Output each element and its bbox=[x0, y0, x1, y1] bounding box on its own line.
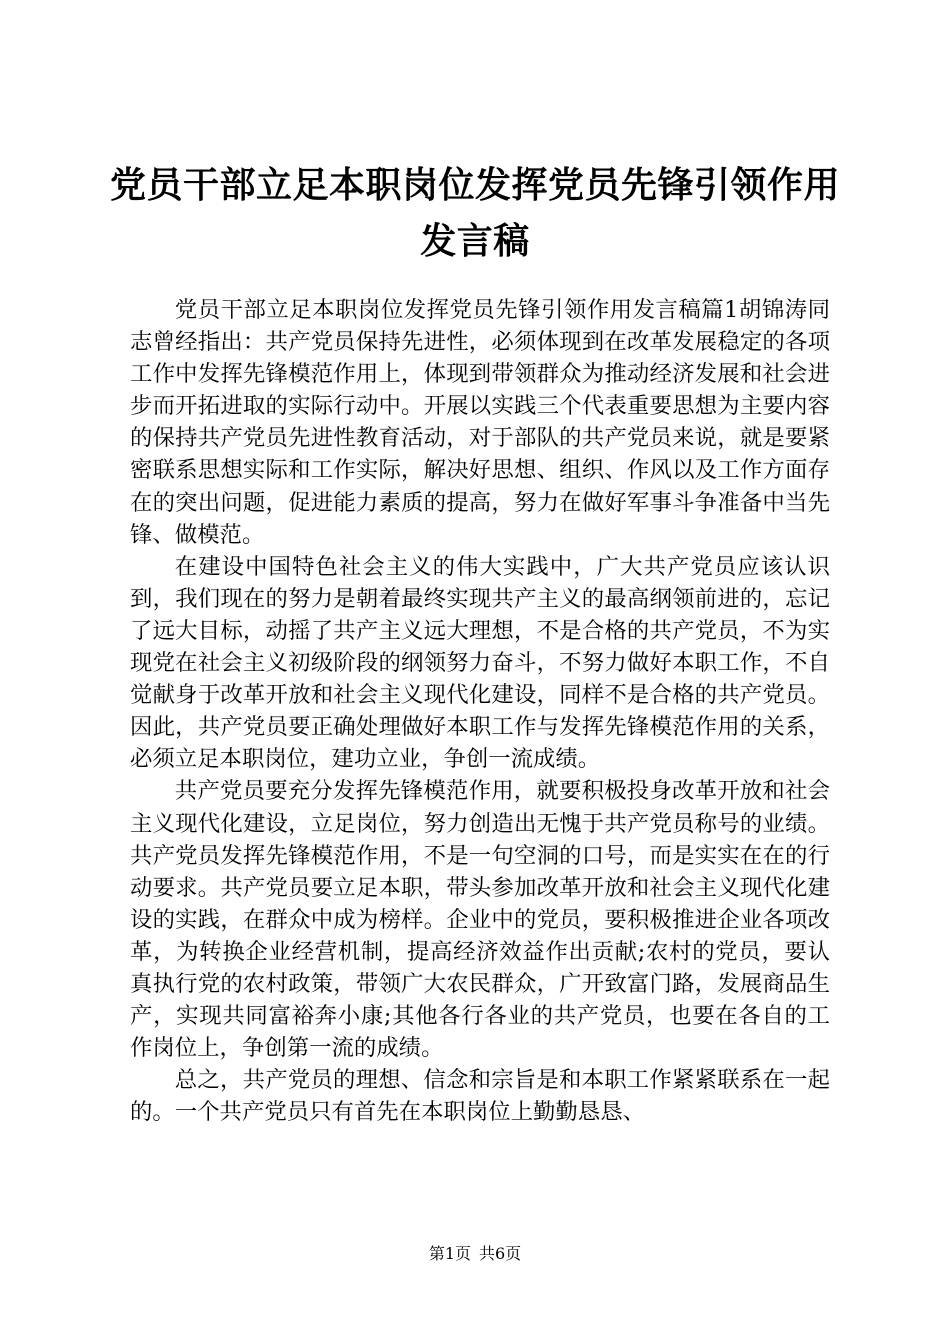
paragraph-3: 共产党员要充分发挥先锋模范作用，就要积极投身改革开放和社会主义现代化建设，立足岗位，努力创造出无愧于共产党员称号的业绩。共产党员发挥先锋模范作用，不是一句空洞的口号，而是实实在在的行动要求。共产党员要立足本职，带头参加改革开放和社会主义现代化建设的实践，在群众中成为榜样。企业中的党员，要积极推进企业各项改革，为转换企业经营机制，提高经济效益作出贡献;农村的党员，要认真执行党的农村政策，带领广大农民群众，广开致富门路，发展商品生产，实现共同富裕奔小康;其他各行各业的共产党员，也要在各自的工作岗位上，争创第一流的成绩。 bbox=[130, 778, 830, 1062]
document-body bbox=[130, 294, 830, 1128]
paragraph-4: 总之，共产党员的理想、信念和宗旨是和本职工作紧紧联系在一起的。一个共产党员只有首先在本职岗位上勤勤恳恳、 bbox=[130, 1067, 830, 1126]
paragraph-2: 在建设中国特色社会主义的伟大实践中，广大共产党员应该认识到，我们现在的努力是朝着最终实现共产主义的最高纲领前进的，忘记了远大目标，动摇了共产主义远大理想，不是合格的共产党员，不为实现党在社会主义初级阶段的纲领努力奋斗，不努力做好本职工作，不自觉献身于改革开放和社会主义现代化建设，同样不是合格的共产党员。因此，共产党员要正确处理做好本职工作与发挥先锋模范作用的关系，必须立足本职岗位，建功立业，争创一流成绩。 bbox=[130, 553, 830, 773]
paragraph-1: 党员干部立足本职岗位发挥党员先锋引领作用发言稿篇1胡锦涛同志曾经指出：共产党员保持先进性，必须体现到在改革发展稳定的各项工作中发挥先锋模范作用上，体现到带领群众为推动经济发展和社会进步而开拓进取的实际行动中。开展以实践三个代表重要思想为主要内容的保持共产党员先进性教育活动，对于部队的共产党员来说，就是要紧密联系思想实际和工作实际，解决好思想、组织、作风以及工作方面存在的突出问题，促进能力素质的提高，努力在做好军事斗争准备中当先锋、做模范。 bbox=[130, 297, 830, 548]
page-footer bbox=[0, 1243, 950, 1265]
page-number: 第1页 bbox=[428, 1244, 471, 1263]
page-total: 共6页 bbox=[479, 1244, 522, 1263]
document-title: 党员干部立足本职岗位发挥党员先锋引领作用发言稿 bbox=[110, 165, 841, 262]
